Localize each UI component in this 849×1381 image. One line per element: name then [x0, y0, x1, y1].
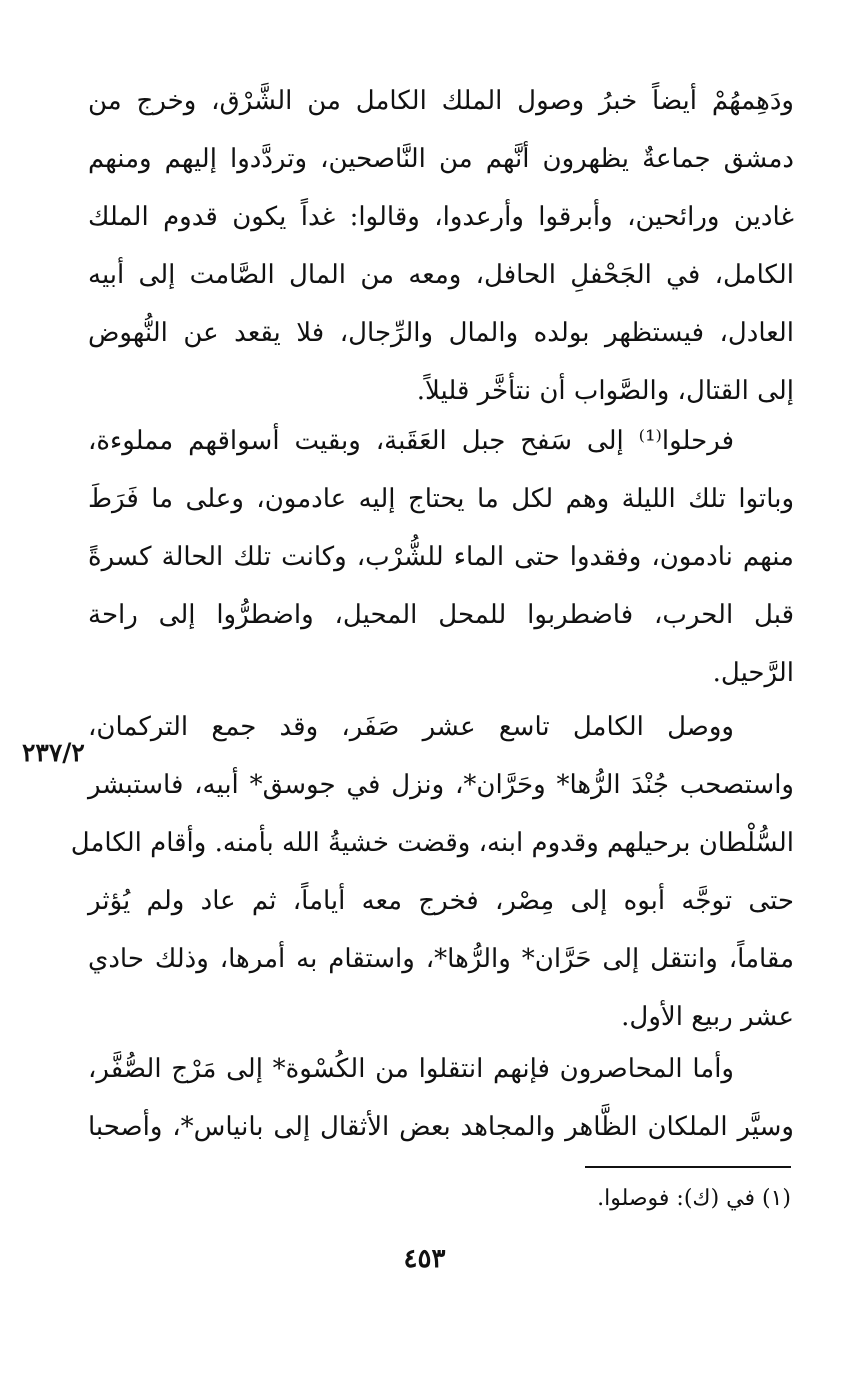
paragraph-2 — [88, 412, 794, 702]
text-line: وباتوا تلك الليلة وهم لكل ما يحتاج إليه عادمون، وعلى ما فَرَطَ — [88, 484, 794, 514]
text-line: واستصحب جُنْدَ الرُّها* وحَرَّان*، ونزل في جوسق* أبيه، فاستبشر — [88, 770, 794, 800]
text-line: دمشق جماعةٌ يظهرون أنَّهم من النَّاصحين، وتردَّدوا إليهم ومنهم — [88, 144, 794, 174]
text-line: قبل الحرب، فاضطربوا للمحل المحيل، واضطرُّوا إلى راحة — [88, 600, 794, 630]
text-line: إلى القتال، والصَّواب أن نتأخَّر قليلاً. — [416, 376, 794, 406]
text-line: حتى توجَّه أبوه إلى مِصْر، فخرج معه أياماً، ثم عاد ولم يُؤثر — [88, 886, 794, 916]
footnote: (١) في (ك): فوصلوا. — [597, 1186, 791, 1211]
text-line: العادل، فيستظهر بولده والمال والرِّجال، فلا يقعد عن النُّهوض — [88, 318, 794, 348]
page-number: ٤٥٣ — [403, 1244, 446, 1274]
paragraph-1 — [88, 72, 794, 420]
text-line: غادين ورائحين، وأبرقوا وأرعدوا، وقالوا: غداً يكون قدوم الملك — [88, 202, 794, 232]
marginal-reference: ٢٣٧/٢ — [22, 738, 85, 767]
text-line: وأما المحاصرون فإنهم انتقلوا من الكُسْوة* إلى مَرْج الصُّفَّر، — [88, 1054, 734, 1084]
text-line: الرَّحيل. — [712, 658, 794, 688]
text-line: عشر ربيع الأول. — [621, 1002, 794, 1032]
footnote-rule — [585, 1166, 791, 1168]
text-line: مقاماً، وانتقل إلى حَرَّان* والرُّها*، واستقام به أمرها، وذلك حادي — [88, 944, 794, 974]
text-line: فرحلوا⁽¹⁾ إلى سَفح جبل العَقَبة، وبقيت أسواقهم مملوءة، — [88, 426, 734, 456]
text-line: الكامل، في الجَحْفلِ الحافل، ومعه من المال الصَّامت إلى أبيه — [88, 260, 794, 290]
paragraph-4 — [88, 1040, 794, 1156]
text-line: السُّلْطان برحيلهم وقدوم ابنه، وقضت خشيةُ الله بأمنه. وأقام الكامل — [70, 828, 794, 858]
text-line: وسيَّر الملكان الظَّاهر والمجاهد بعض الأثقال إلى بانياس*، وأصحبا — [88, 1112, 794, 1142]
text-line: ودَهِمهُمْ أيضاً خبرُ وصول الملك الكامل من الشَّرْق، وخرج من — [88, 86, 794, 116]
text-line: ووصل الكامل تاسع عشر صَفَر، وقد جمع التركمان، — [88, 712, 734, 742]
text-line: منهم نادمون، وفقدوا حتى الماء للشُّرْب، وكانت تلك الحالة كسرةً — [88, 542, 794, 572]
paragraph-3 — [70, 698, 794, 1046]
